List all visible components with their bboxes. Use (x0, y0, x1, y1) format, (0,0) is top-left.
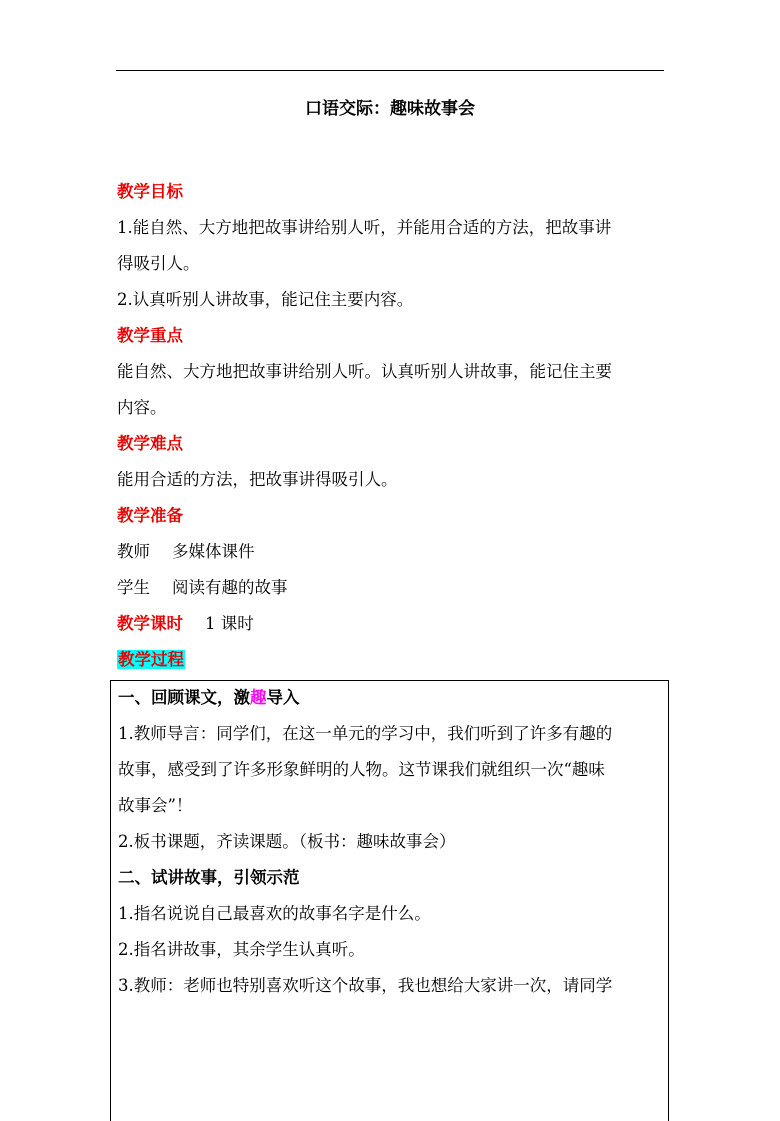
goals-heading-text: 教学目标 (117, 182, 183, 201)
focus-heading (117, 318, 669, 354)
difficulty-heading (117, 426, 669, 462)
section2-title-text: 二、试讲故事，引领示范 (118, 868, 300, 887)
goals-heading (117, 174, 669, 210)
section2-p3: 3.教师：老师也特别喜欢听这个故事，我也想给大家讲一次，请同学 (118, 976, 613, 995)
process-heading (117, 642, 669, 678)
hours-value: 1 课时 (205, 614, 254, 633)
section1-title-b: 趣 (250, 688, 267, 707)
hours-heading: 教学课时 (117, 614, 183, 633)
focus-heading-text: 教学重点 (117, 326, 183, 345)
section1-p1c: 故事会”！ (118, 796, 193, 815)
prep-teacher-item: 多媒体课件 (172, 542, 255, 561)
prep-student-row (117, 570, 669, 606)
hours-row (117, 606, 669, 642)
goals-line-1a: 1.能自然、大方地把故事讲给别人听，并能用合适的方法，把故事讲 (117, 218, 612, 237)
focus-line-1a: 能自然、大方地把故事讲给别人听。认真听别人讲故事，能记住主要 (117, 362, 612, 381)
section2-p1: 1.指名说说自己最喜欢的故事名字是什么。 (118, 904, 431, 923)
prep-teacher-row (117, 534, 669, 570)
header-rule (116, 70, 664, 71)
process-heading-text: 教学过程 (118, 650, 184, 669)
section1-p2: 2.板书课题，齐读课题。（板书：趣味故事会） (118, 832, 456, 851)
prep-heading (117, 498, 669, 534)
prep-student-label: 学生 (117, 578, 150, 597)
prep-teacher-label: 教师 (117, 542, 150, 561)
section2-title (118, 860, 670, 896)
page-title: 口语交际：趣味故事会 (305, 99, 475, 119)
prep-student-item: 阅读有趣的故事 (172, 578, 288, 597)
difficulty-heading-text: 教学难点 (117, 434, 183, 453)
section1-title-a: 一、回顾课文，激 (118, 688, 250, 707)
section1-p1a: 1.教师导言：同学们，在这一单元的学习中，我们听到了许多有趣的 (118, 724, 613, 743)
difficulty-line-1: 能用合适的方法，把故事讲得吸引人。 (117, 470, 398, 489)
prep-heading-text: 教学准备 (117, 506, 183, 525)
section1-title (118, 680, 670, 716)
focus-line-1b: 内容。 (117, 398, 167, 417)
section1-title-c: 导入 (266, 688, 300, 707)
goals-line-1b: 得吸引人。 (117, 254, 200, 273)
section2-p2: 2.指名讲故事，其余学生认真听。 (118, 940, 365, 959)
goals-line-2: 2.认真听别人讲故事，能记住主要内容。 (117, 290, 414, 309)
section1-p1b: 故事，感受到了许多形象鲜明的人物。这节课我们就组织一次“趣味 (118, 760, 605, 779)
